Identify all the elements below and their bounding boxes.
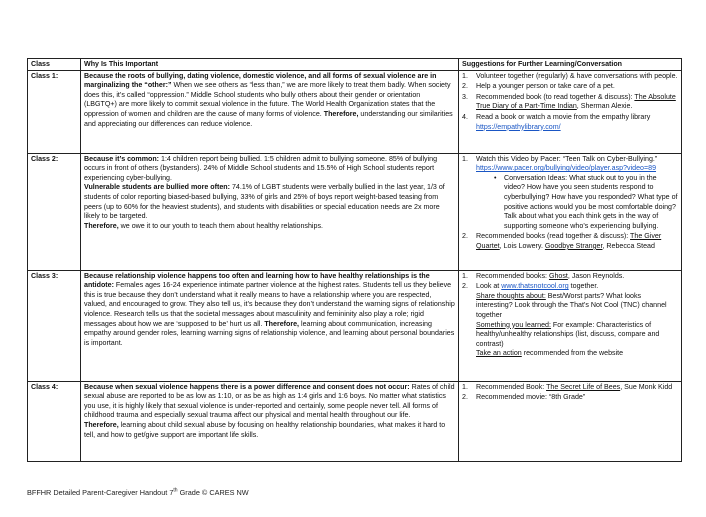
- why-text: learning about child sexual abuse by focusing on healthy relationship boundaries, what makes it hard to tell, and how to get/give support are important life skills.: [84, 420, 446, 439]
- item-text: Recommended books:: [476, 271, 549, 280]
- footer-text: Grade © CARES NW: [177, 488, 249, 497]
- book-title: The Secret Life of Bees: [546, 382, 621, 391]
- item-text: , Sue Monk Kidd: [620, 382, 673, 391]
- list-item: [462, 272, 678, 282]
- item-number: 2.: [462, 232, 468, 241]
- list-item: [462, 113, 678, 132]
- why-text: learning about communication, increasing empathy around gender roles, learning warning signs of relationship violence, and learning about personal boundaries is important.: [84, 319, 455, 347]
- list-item: [462, 393, 678, 403]
- footer-text: BFFHR Detailed Parent-Caregiver Handout 7: [27, 488, 174, 497]
- list-item: [462, 72, 678, 82]
- item-text: Read a book or watch a movie from the empathy library: [476, 112, 651, 121]
- item-number: 1.: [462, 382, 468, 391]
- item-text: Watch this Video by Pacer: “Teen Talk on Cyber-Bullying.”: [476, 154, 658, 163]
- table-header-row: [28, 59, 682, 71]
- footer-superscript: th: [173, 487, 178, 494]
- list-item: [462, 232, 678, 251]
- table-row-class-2: [28, 153, 682, 270]
- book-title: Goodbye Stranger: [544, 241, 603, 250]
- class-label: Class 3:: [28, 270, 81, 381]
- why-therefore: Therefore,: [323, 109, 359, 118]
- pacer-video-link[interactable]: https://www.pacer.org/bullying/video/player.asp?video=89: [476, 164, 657, 173]
- suggestions-list: [462, 383, 678, 403]
- header-class: Class: [28, 59, 81, 71]
- bullet-item: • Conversation Ideas: What stuck out to you in the video? How have you seen students respond to cyberbullying? How have you responded? What type of positive actions would you be most comfortable doing? Talk about what you each think gets in the way of supporting someone who’s experiencing bullying.: [496, 174, 678, 232]
- list-item: [462, 82, 678, 92]
- empathy-library-link[interactable]: https://empathylibrary.com/: [476, 122, 561, 131]
- why-text: we owe it to our youth to teach them about healthy relationships.: [118, 221, 323, 230]
- item-number: 2.: [462, 282, 468, 291]
- handout-table: [27, 58, 682, 462]
- list-item: [462, 155, 678, 232]
- item-number: 2.: [462, 82, 468, 91]
- why-bold-lead: Because relationship violence happens too often and learning how to have healthy relationships is the antidote:: [84, 271, 430, 290]
- book-title: Ghost: [548, 271, 568, 280]
- page-footer: [27, 488, 249, 497]
- conversation-ideas-list: [476, 174, 678, 232]
- why-therefore: Therefore,: [84, 221, 119, 230]
- item-number: 1.: [462, 71, 468, 80]
- suggestions-cell: [459, 153, 682, 270]
- sub-heading: Share thoughts about:: [476, 291, 546, 300]
- table-row-class-3: [28, 270, 682, 381]
- item-text: For example: Characteristics of healthy/unhealthy relationships (list, discuss, compare and contrast): [476, 320, 660, 348]
- item-number: 4.: [462, 112, 468, 121]
- item-text: , Rebecca Stead: [602, 241, 655, 250]
- suggestions-cell: [459, 270, 682, 381]
- suggestions-cell: [459, 70, 682, 153]
- item-text: Look at: [476, 282, 502, 291]
- why-bold-lead: Because when sexual violence happens there is a power difference and consent does not occur:: [84, 382, 410, 391]
- why-text: Rates of child sexual abuse are reported to be as low as 1:10, or as be as high as 1:4 girls and 1:6 boys. No matter what statistics you use, it is highly likely that sexual violence is under-reported and certainly, some people never tell. All forms of childhood trauma and especially sexual trauma affect our physical and mental health throughout our life.: [84, 382, 455, 420]
- why-cell: [81, 381, 459, 461]
- class-label: Class 1:: [28, 70, 81, 153]
- list-item: [462, 282, 678, 359]
- suggestions-list: [462, 72, 678, 133]
- item-text: , Jason Reynolds.: [567, 271, 625, 280]
- class-label: Class 4:: [28, 381, 81, 461]
- why-therefore: Therefore,: [264, 319, 300, 328]
- table-row-class-1: [28, 70, 682, 153]
- item-number: 1.: [462, 271, 468, 280]
- item-text: Recommended book (to read together & discuss):: [476, 92, 635, 101]
- suggestions-list: [462, 272, 678, 359]
- item-text: , Lois Lowery.: [499, 241, 545, 250]
- thatsnotcool-link[interactable]: www.thatsnotcool.org: [501, 282, 569, 291]
- item-text: Recommended books (read together & discuss):: [476, 232, 631, 241]
- why-bold-lead: Because the roots of bullying, dating violence, domestic violence, and all forms of sexual violence are in marginalizing the “other:”: [84, 71, 437, 90]
- item-number: 1.: [462, 154, 468, 163]
- why-cell: [81, 153, 459, 270]
- sub-heading: Something you learned:: [476, 320, 551, 329]
- class-label: Class 2:: [28, 153, 81, 270]
- header-suggestions: Suggestions for Further Learning/Conversation: [459, 59, 682, 71]
- item-text: Help a younger person or take care of a pet.: [476, 82, 615, 91]
- book-title: The Absolute True Diary of a Part-Time Indian: [476, 92, 676, 111]
- item-number: 2.: [462, 393, 468, 402]
- why-cell: [81, 70, 459, 153]
- why-cell: [81, 270, 459, 381]
- item-number: 3.: [462, 92, 468, 101]
- why-text: 1:4 children report being bullied. 1:5 children admit to bullying someone. 85% of bullying occurs in front of others (bystanders). 24% of Middle School students and 15.5% of High School students report experiencing cyber-bullying.: [84, 154, 438, 182]
- list-item: [462, 383, 678, 393]
- table-row-class-4: [28, 381, 682, 461]
- header-why: Why Is This Important: [81, 59, 459, 71]
- why-therefore: Therefore,: [84, 420, 119, 429]
- suggestions-list: [462, 155, 678, 252]
- why-text: When we see others as “less than,” we are more likely to treat them badly. When society does this, it’s called “oppression.” Middle School students who bully others about their gender or orientation (LBGTQ+) are more likely to commit sexual violence in the future. The World Health Organization states that the oppression of women and children are the cause of many forms of violence.: [84, 81, 451, 118]
- item-text: Volunteer together (regularly) & have conversations with people.: [476, 71, 678, 80]
- book-title: The Giver Quartet: [476, 232, 662, 250]
- sub-heading: Take an action: [476, 349, 522, 358]
- list-item: [462, 93, 678, 112]
- why-text: understanding our similarities and appreciating our differences can reduce violence.: [84, 109, 453, 128]
- suggestions-cell: [459, 381, 682, 461]
- item-text: Recommended Book:: [476, 382, 547, 391]
- item-text: Recommended movie: “8th Grade”: [476, 393, 586, 402]
- why-bold-lead: Because it’s common:: [84, 154, 160, 163]
- item-text: , Sherman Alexie.: [576, 102, 633, 111]
- item-text: together.: [568, 282, 599, 291]
- item-text: Best/Worst parts? What looks interesting? Look through the That’s Not Cool (TNC) channel together: [476, 291, 667, 319]
- why-bold-lead-2: Vulnerable students are bullied more often:: [84, 183, 230, 192]
- item-text: recommended from the website: [521, 349, 624, 358]
- why-text: Females ages 16-24 experience intimate partner violence at the highest rates. Students tell us they believe this is true because they don’t understand what it really means to have a relationship where you are respected, valued, and encouraged to grow. They also tell us, it’s because they don’t understand the warning signs of relationship violence. Research tells us that the societal messages about masculinity and femininity also play a role; rigid messages about how we are ‘supposed to be’ hurt us all.: [84, 281, 455, 328]
- why-text: 74.1% of LGBT students were verbally bullied in the last year, 1/3 of students of color reporting biased-based bullying, 33% of girls and 25% of boys report weight-based teasing from peers (up to 60% for the heaviest students), and students with disabilities or special education needs are 2x more likely to be targeted.: [84, 183, 445, 221]
